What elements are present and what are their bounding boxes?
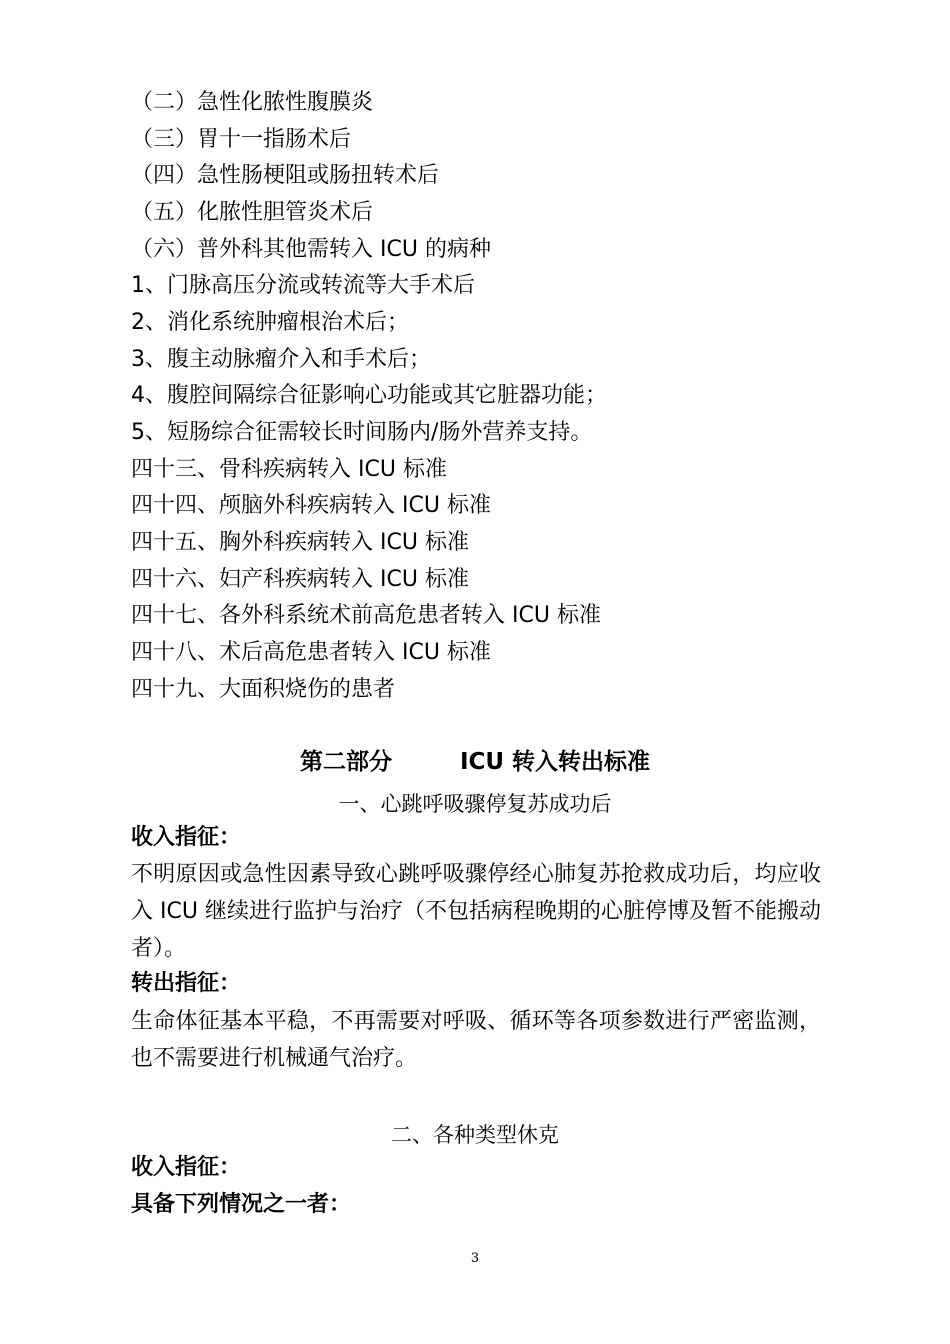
list-item: 4、腹腔间隔综合征影响心功能或其它脏器功能； xyxy=(131,383,607,408)
part-title xyxy=(0,744,950,780)
discharge-label: 转出指征： xyxy=(131,971,242,996)
list-item: （四）急性肠梗阻或肠扭转术后 xyxy=(131,163,440,188)
list-item: 四十八、术后高危患者转入 ICU 标准 xyxy=(131,640,491,665)
list-item: 四十九、大面积烧伤的患者 xyxy=(131,677,396,702)
list-item: 四十三、骨科疾病转入 ICU 标准 xyxy=(131,457,447,482)
list-item: 3、腹主动脉瘤介入和手术后； xyxy=(131,347,431,372)
condition-label: 具备下列情况之一者： xyxy=(131,1192,352,1217)
section-title: 二、各种类型休克 xyxy=(391,1123,559,1147)
list-item: 四十四、颅脑外科疾病转入 ICU 标准 xyxy=(131,493,491,518)
list-item: 1、门脉高压分流或转流等大手术后 xyxy=(131,273,475,298)
list-item: 四十五、胸外科疾病转入 ICU 标准 xyxy=(131,530,469,555)
part-heading: ICU 转入转出标准 xyxy=(459,749,651,775)
admit-label: 收入指征： xyxy=(131,1155,242,1180)
list-item: （五）化脓性胆管炎术后 xyxy=(131,200,374,225)
list-item: 2、消化系统肿瘤根治术后； xyxy=(131,310,409,335)
admit-label: 收入指征： xyxy=(131,825,242,850)
list-item: （二）急性化脓性腹膜炎 xyxy=(131,90,374,115)
admit-paragraph: 不明原因或急性因素导致心跳呼吸骤停经心肺复苏抢救成功后，均应收入 ICU 继续进行监护与治疗（不包括病程晚期的心脏停博及暂不能搬动者）。 xyxy=(131,862,821,961)
list-item: （三）胃十一指肠术后 xyxy=(131,127,352,152)
page-number: 3 xyxy=(470,1251,480,1266)
list-item: 5、短肠综合征需较长时间肠内/肠外营养支持。 xyxy=(131,420,593,445)
section-title: 一、心跳呼吸骤停复苏成功后 xyxy=(338,792,612,816)
list-item: 四十七、各外科系统术前高危患者转入 ICU 标准 xyxy=(131,603,601,628)
list-item: 四十六、妇产科疾病转入 ICU 标准 xyxy=(131,567,469,592)
list-item: （六）普外科其他需转入 ICU 的病种 xyxy=(131,237,491,262)
part-label: 第二部分 xyxy=(299,749,392,775)
discharge-paragraph: 生命体征基本平稳，不再需要对呼吸、循环等各项参数进行严密监测，也不需要进行机械通气治疗。 xyxy=(131,1009,821,1071)
